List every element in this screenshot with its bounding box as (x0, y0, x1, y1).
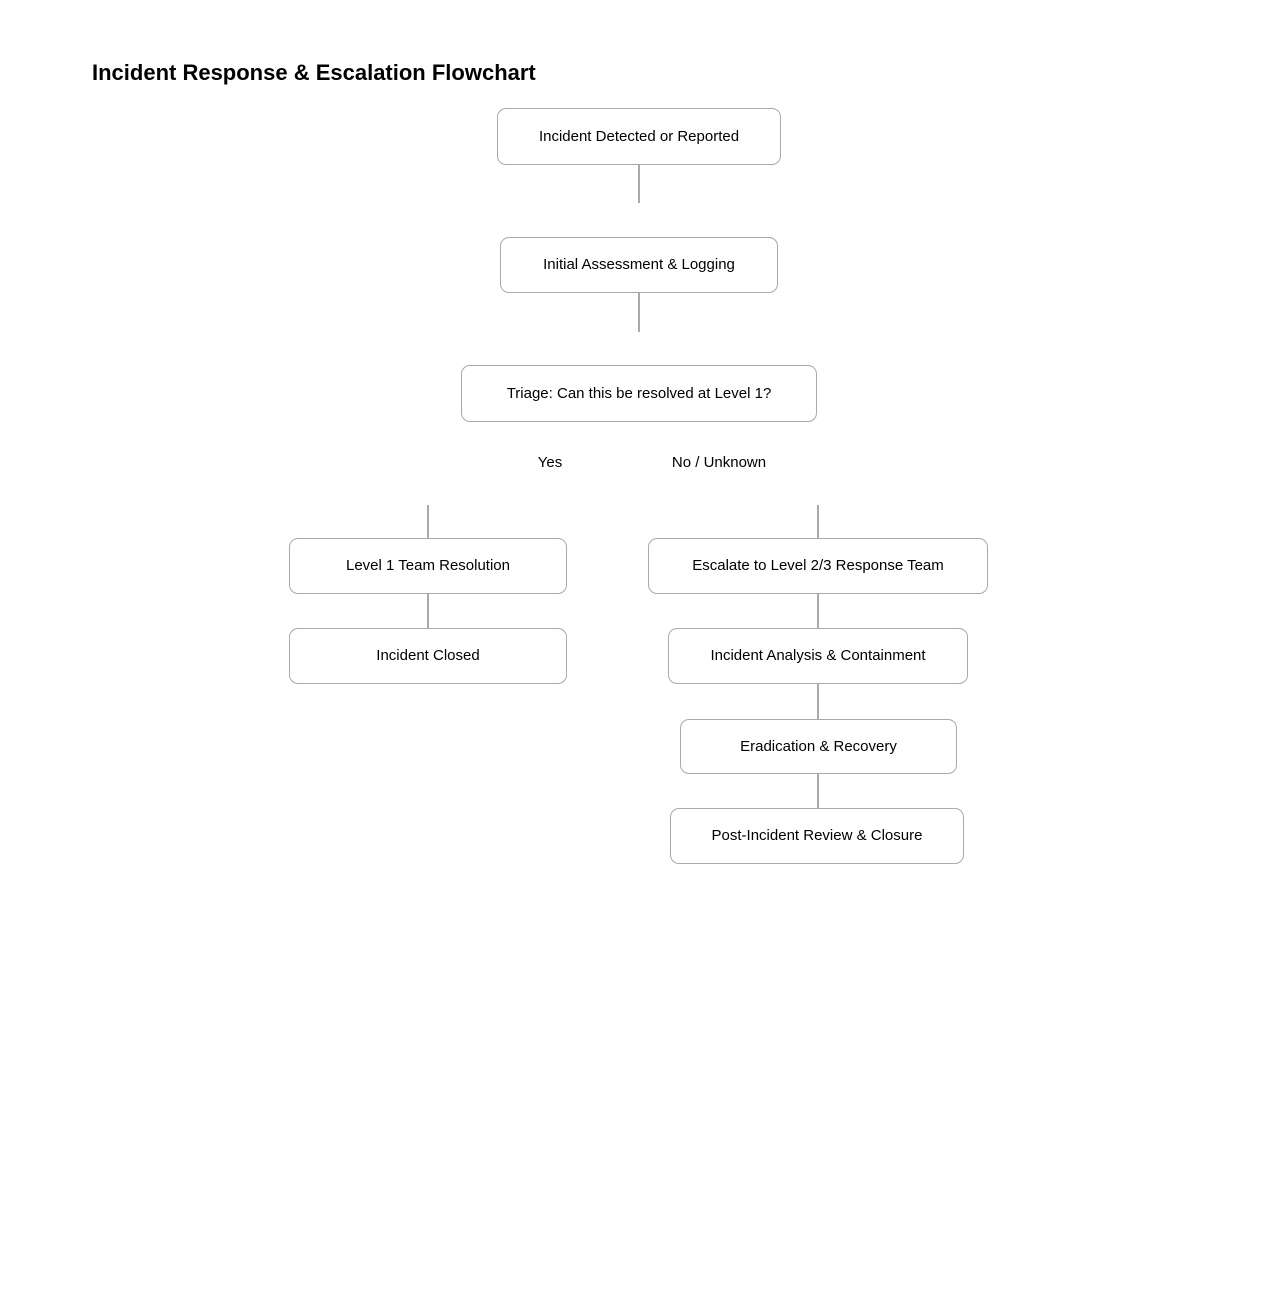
node-analysis-containment: Incident Analysis & Containment (668, 628, 968, 684)
connector-detect-to-assess (638, 165, 640, 203)
connector-escalate-to-analysis (817, 594, 819, 628)
connector-level1-to-closed (427, 594, 429, 628)
connector-assess-to-triage (638, 292, 640, 332)
node-triage-decision: Triage: Can this be resolved at Level 1? (461, 365, 817, 422)
connector-analysis-to-eradication (817, 684, 819, 719)
branch-label-yes: Yes (537, 454, 563, 471)
connector-triage-to-level1 (427, 505, 429, 538)
node-initial-assessment: Initial Assessment & Logging (500, 237, 778, 293)
node-post-incident-review: Post-Incident Review & Closure (670, 808, 964, 864)
node-eradication-recovery: Eradication & Recovery (680, 719, 957, 774)
node-escalate-level23: Escalate to Level 2/3 Response Team (648, 538, 988, 594)
node-level1-resolution: Level 1 Team Resolution (289, 538, 567, 594)
page-title: Incident Response & Escalation Flowchart (92, 60, 536, 85)
node-incident-detected: Incident Detected or Reported (497, 108, 781, 165)
node-incident-closed: Incident Closed (289, 628, 567, 684)
branch-label-no-unknown: No / Unknown (671, 454, 767, 471)
connector-triage-to-escalate (817, 505, 819, 538)
connector-eradication-to-review (817, 774, 819, 808)
